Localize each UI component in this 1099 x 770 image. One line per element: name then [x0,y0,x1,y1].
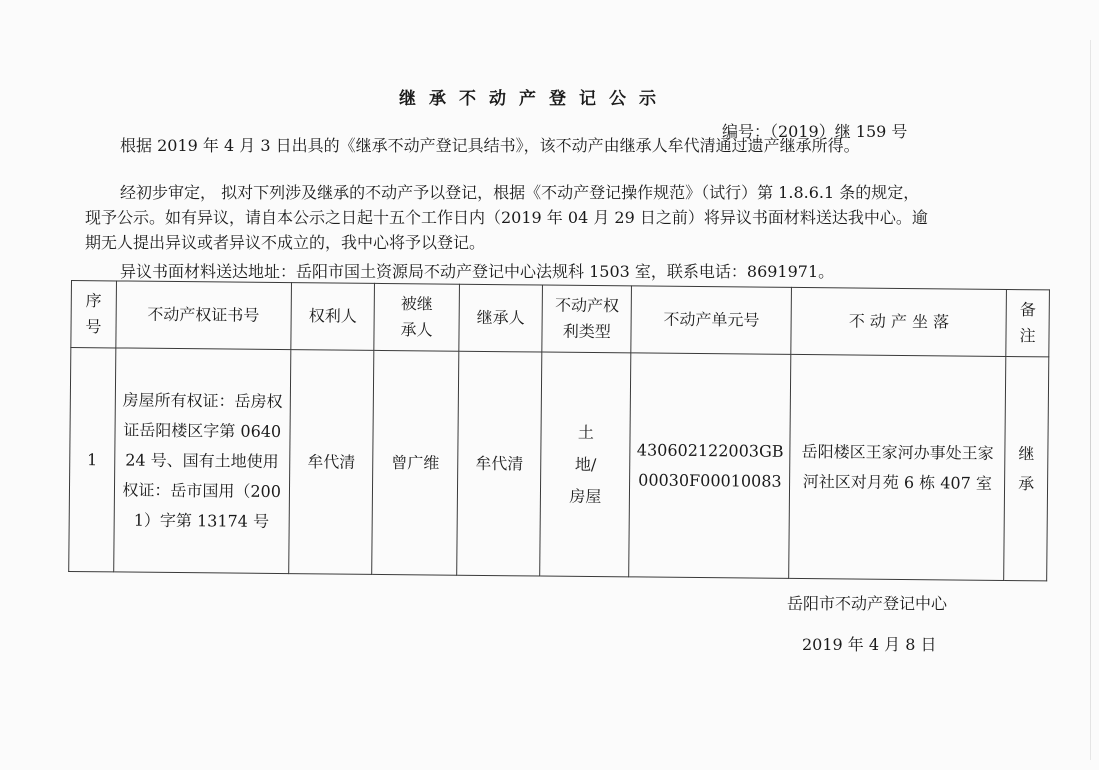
header-seq [71,281,116,348]
document-title: 继承不动产登记公示 [399,89,669,109]
cell-seq: 1 [69,348,116,572]
cell-location: 岳阳楼区王家河办事处王家河社区对月苑 6 栋 407 室 [789,354,1006,580]
issuing-organization: 岳阳市不动产登记中心 [787,594,948,613]
paragraph-basis: 根据 2019 年 4 月 3 日出具的《继承不动产登记具结书》，该不动产由继承人牟代清通过遗产继承所得。 [120,136,860,155]
header-seq-label: 序号 [85,291,102,337]
table-row [69,348,1049,581]
scan-edge-line [1090,40,1091,760]
header-type [542,285,631,353]
paragraph-review-line-3: 期无人提出异议或者异议不成立的，我中心将予以登记。 [85,233,486,252]
cell-note [1004,356,1049,580]
cell-deceased: 曾广维 [372,350,458,575]
header-holder: 权利人 [291,283,375,351]
cell-cert: 房屋所有权证：岳房权证岳阳楼区字第 064024 号、国有土地使用权证：岳市国用（2001）字第 13174 号 [113,348,290,574]
table-header-row [71,281,1050,357]
header-location: 不 动 产 坐 落 [791,287,1007,356]
cell-heir: 牟代清 [456,351,542,576]
paragraph-objection-address: 异议书面材料送达地址：岳阳市国土资源局不动产登记中心法规科 1503 室，联系电话：8691971。 [120,262,835,281]
header-note [1006,289,1049,356]
header-unit: 不动产单元号 [631,286,792,355]
header-note-label: 备注 [1019,300,1036,346]
header-cert: 不动产权证书号 [116,281,292,350]
issue-date: 2019 年 4 月 8 日 [802,635,937,654]
header-deceased-label: 被继承人 [400,294,433,340]
header-heir: 继承人 [459,284,543,352]
header-type-label: 不动产权利类型 [555,295,620,342]
cell-note-label: 继承 [1018,443,1035,493]
cell-holder: 牟代清 [288,350,374,575]
paragraph-review-line-2: 现予公示。如有异议，请自本公示之日起十五个工作日内（2019 年 04 月 29 日之前）将异议书面材料送达我中心。逾 [85,208,928,227]
cell-type-label: 土地/房屋 [569,422,602,506]
registration-table [68,280,1050,581]
header-deceased [374,283,459,351]
cell-type [540,352,631,577]
document-number: 编号：（2019）继 159 号 [722,122,908,141]
cell-unit: 430602122003GB00030F00010083 [629,353,791,579]
paragraph-review-line-1: 经初步审定， 拟对下列涉及继承的不动产予以登记，根据《不动产登记操作规范》（试行）第 1.8.6.1 条的规定， [120,183,920,202]
